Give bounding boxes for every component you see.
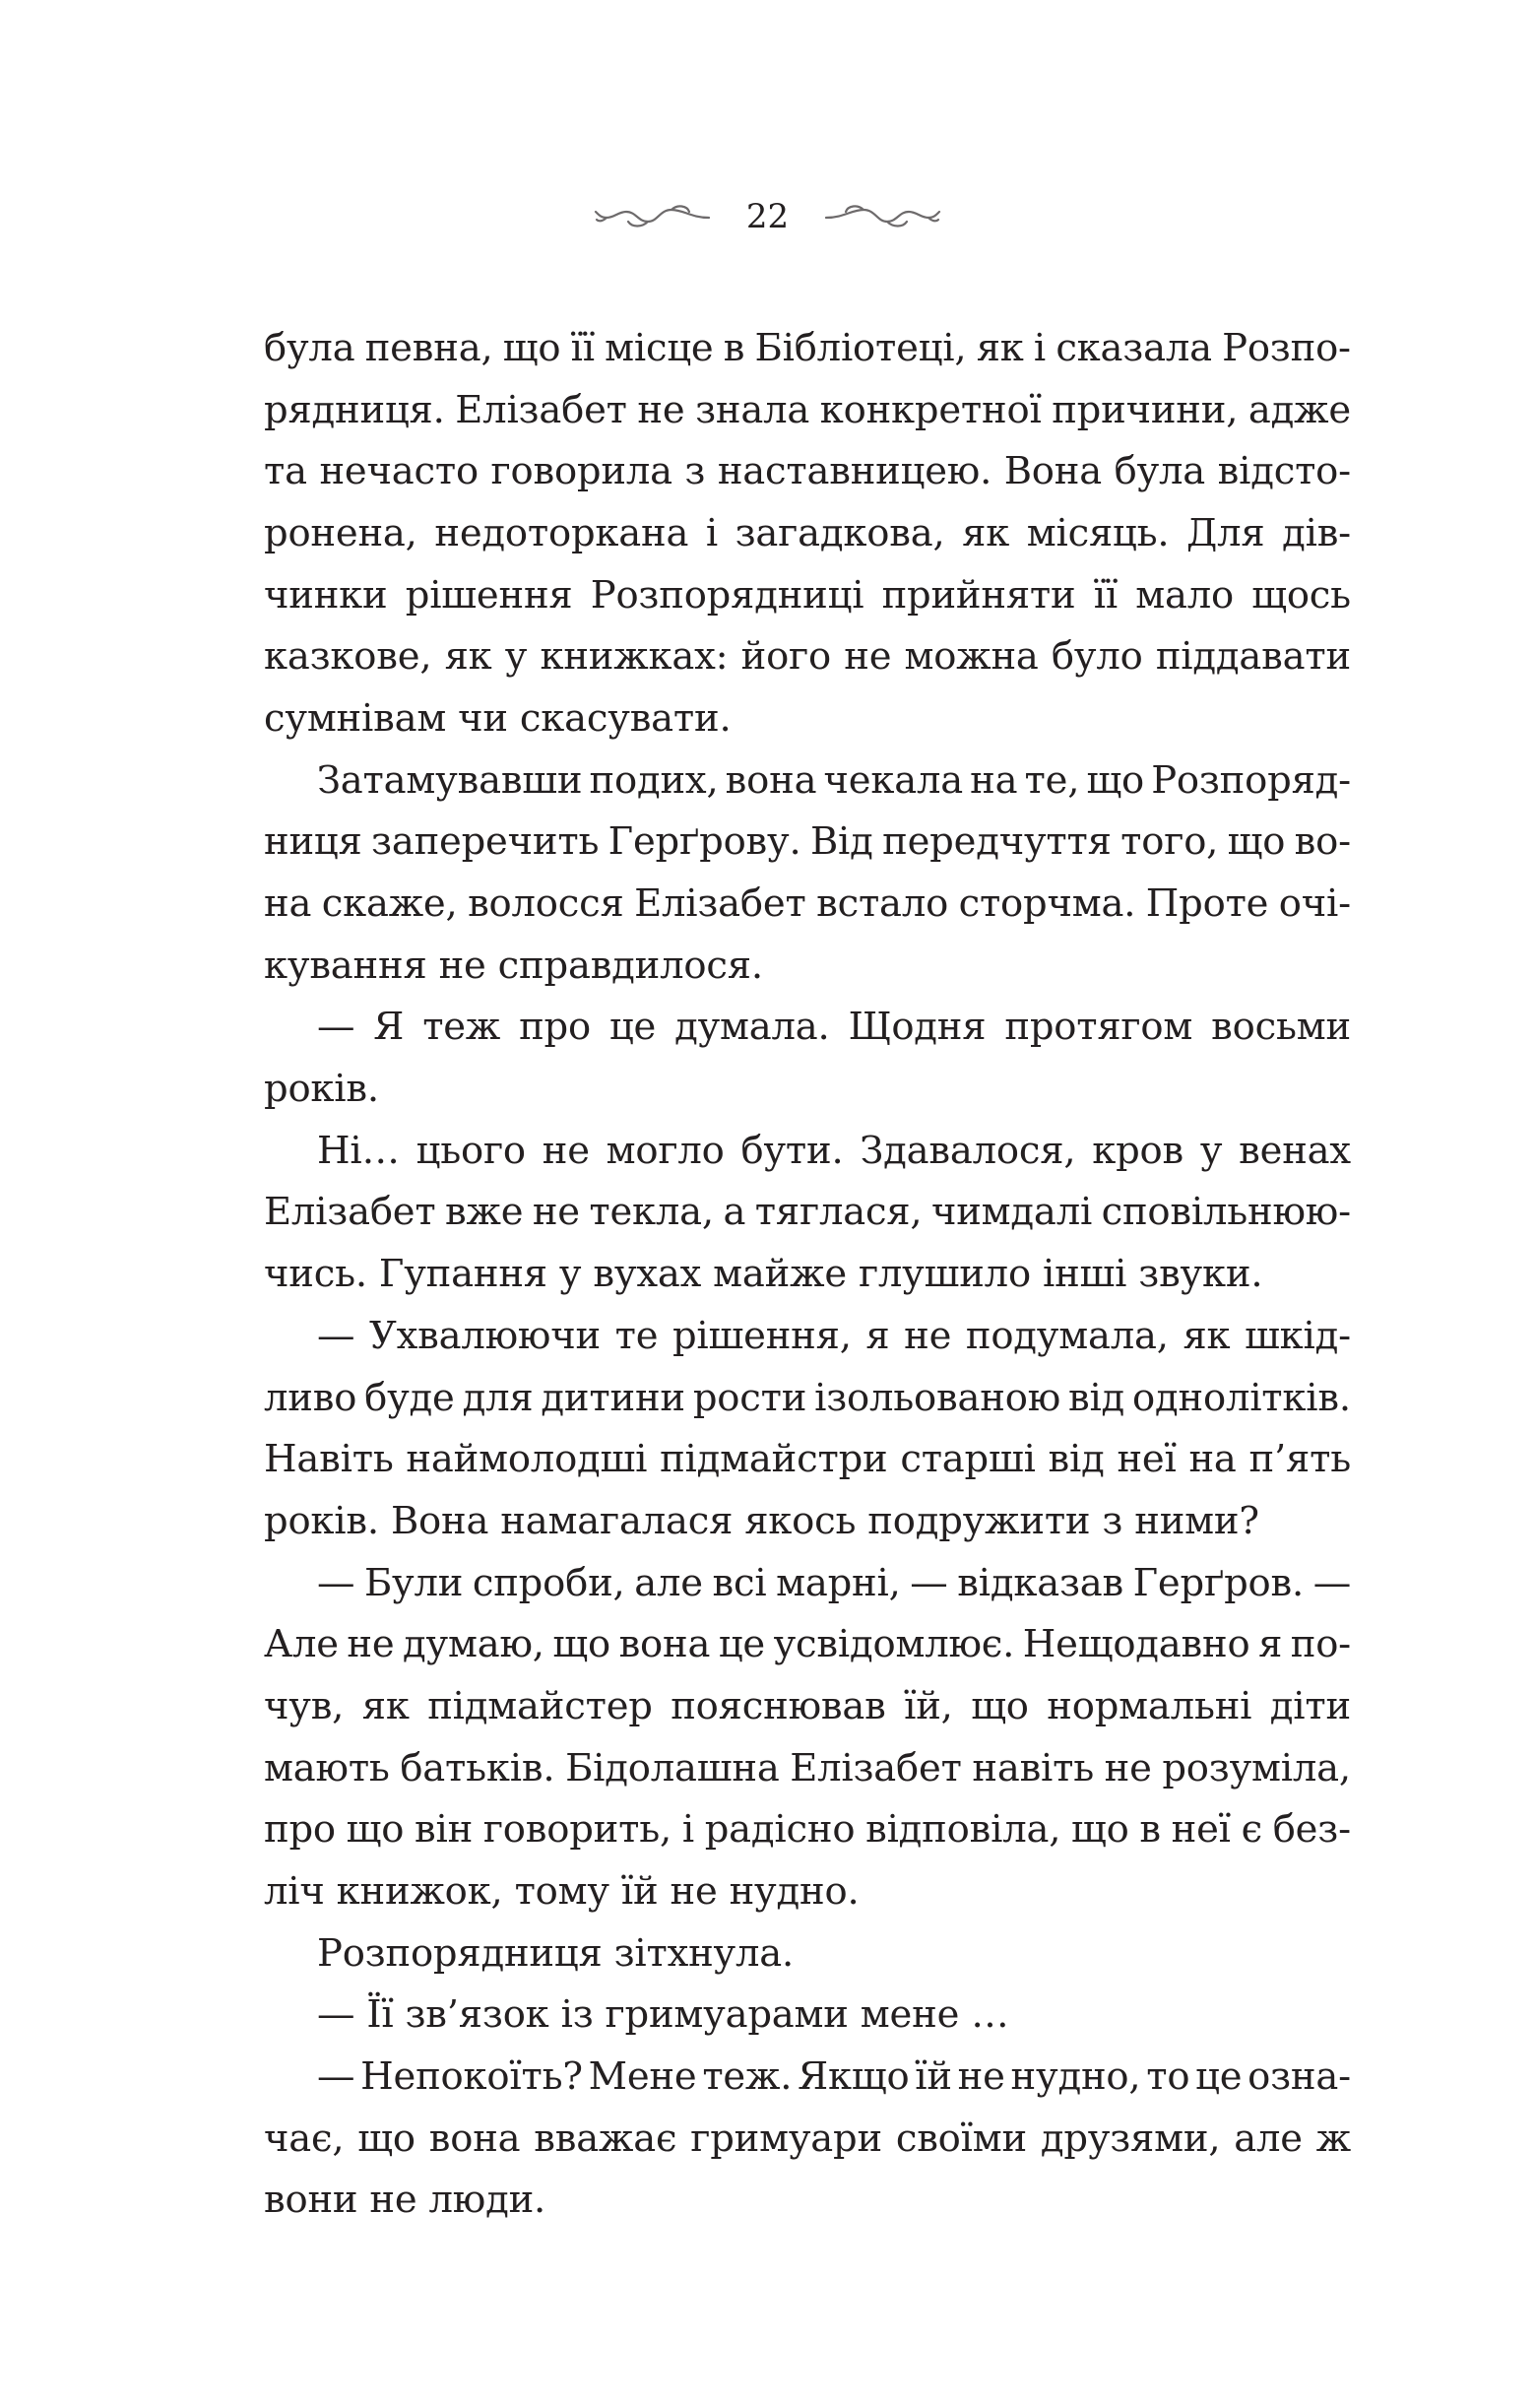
text-line: ливо буде для дитини рости ізольованою від однолітків. xyxy=(264,1375,1351,1420)
text-line: Елізабет вже не текла, а тяглася, чимдалі сповільнюю- xyxy=(264,1190,1351,1235)
text-line: сумнівам чи скасувати. xyxy=(264,695,732,741)
text-line: років. Вона намагалася якось подружити з ними? xyxy=(264,1498,1259,1543)
text-line: Розпорядниця зітхнула. xyxy=(317,1930,795,1976)
text-line: вони не люди. xyxy=(264,2178,546,2223)
text-line: — Непокоїть? Мене теж. Якщо їй не нудно, то це озна- xyxy=(317,2054,1351,2100)
text-line: — Ухвалюючи те рішення, я не подумала, як шкід- xyxy=(317,1313,1351,1358)
text-line: Ні… цього не могло бути. Здавалося, кров у венах xyxy=(317,1128,1351,1173)
text-line: мають батьків. Бідолашна Елізабет навіть не розуміла, xyxy=(264,1745,1351,1790)
text-line: — Були спроби, але всі марні, — відказав Герґров. — xyxy=(317,1560,1351,1605)
page-header xyxy=(0,187,1535,246)
text-line: ронена, недоторкана і загадкова, як місяць. Для дів- xyxy=(264,510,1351,555)
text-line: чув, як підмайстер пояснював їй, що нормальні діти xyxy=(264,1683,1351,1728)
text-line: — Її зв’язок із гримуарами мене … xyxy=(317,1992,1009,2038)
text-line: років. xyxy=(264,1067,379,1112)
text-line: Але не думаю, що вона це усвідомлює. Нещодавно я по- xyxy=(264,1622,1351,1667)
text-line: про що він говорить, і радісно відповіла, що в неї є без- xyxy=(264,1807,1351,1853)
text-line: Затамувавши подих, вона чекала на те, що Розпоряд- xyxy=(317,757,1351,803)
text-line: чинки рішення Розпорядниці прийняти її мало щось xyxy=(264,572,1351,618)
flourish-right-icon xyxy=(824,200,942,233)
text-line: Навіть наймолодші підмайстри старші від неї на п’ять xyxy=(264,1437,1351,1482)
text-line: та нечасто говорила з наставницею. Вона була відсто- xyxy=(264,449,1351,494)
text-line: — Я теж про це думала. Щодня протягом восьми xyxy=(317,1005,1351,1050)
text-line: рядниця. Елізабет не знала конкретної причини, адже xyxy=(264,387,1351,432)
text-line: кування не справдилося. xyxy=(264,943,763,988)
text-line: ліч книжок, тому їй не нудно. xyxy=(264,1869,860,1915)
text-line: чись. Гупання у вухах майже глушило інші звуки. xyxy=(264,1252,1263,1297)
text-line: була певна, що її місце в Бібліотеці, як і сказала Розпо- xyxy=(264,325,1351,370)
page-number: 22 xyxy=(745,197,790,236)
body-text xyxy=(264,317,1351,2231)
flourish-left-icon xyxy=(593,200,711,233)
text-line: чає, що вона вважає гримуари своїми друзями, але ж xyxy=(264,2115,1351,2161)
text-line: ниця заперечить Герґрову. Від передчуття того, що во- xyxy=(264,819,1351,865)
text-line: казкове, як у книжках: його не можна було піддавати xyxy=(264,634,1351,680)
text-line: на скаже, волосся Елізабет встало сторчма. Проте очі- xyxy=(264,881,1351,927)
